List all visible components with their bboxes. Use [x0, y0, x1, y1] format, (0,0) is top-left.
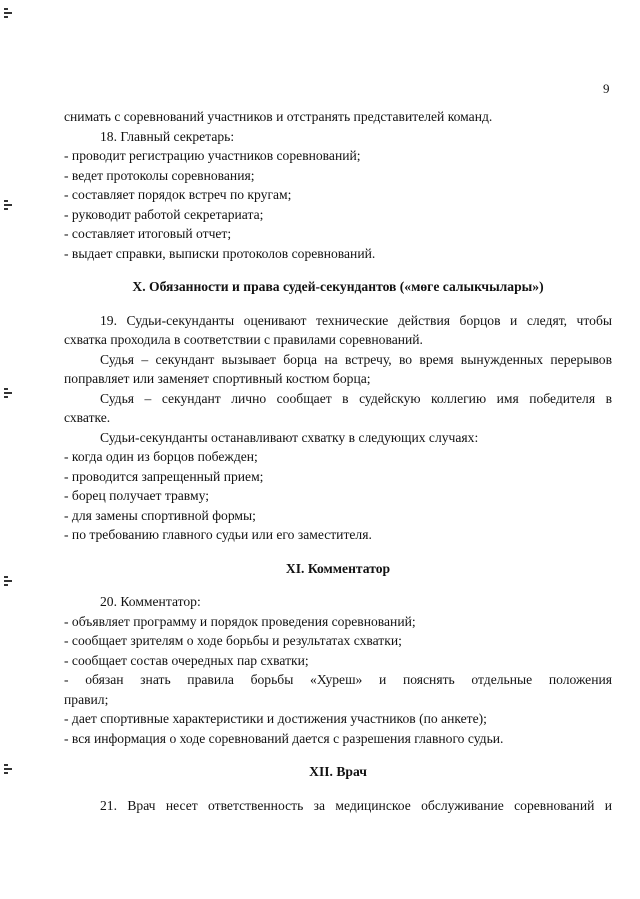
scan-mark — [4, 772, 8, 774]
document-body — [64, 107, 612, 815]
scan-mark — [4, 768, 12, 770]
section-18-list — [64, 146, 612, 263]
intro-line: снимать с соревнований участников и отстранять представителей команд. — [64, 109, 493, 124]
list-item: - выдает справки, выписки протоколов соревнований. — [64, 245, 376, 261]
scan-mark — [4, 204, 12, 206]
margin-marks-5 — [0, 762, 16, 776]
list-item: - проводится запрещенный прием; — [64, 468, 264, 484]
list-item: - сообщает зрителям о ходе борьбы и результатах схватки; — [64, 633, 402, 648]
list-item: - ведет протоколы соревнования; — [64, 167, 255, 183]
list-item: - проводит регистрацию участников соревнований; — [64, 148, 361, 163]
margin-marks-4 — [0, 574, 16, 588]
list-item: - дает спортивные характеристики и достижения участников (по анкете); — [64, 711, 487, 726]
list-item: - вся информация о ходе соревнований дается с разрешения главного судьи. — [64, 730, 504, 746]
paragraph-19c-line-2: схватке. — [64, 410, 111, 425]
paragraph-19c-line-1: Судья – секундант лично сообщает в судейскую коллегию имя победителя в — [100, 390, 612, 406]
section-19-list — [64, 447, 612, 545]
list-item-long-line-1: - обязан знать правила борьбы «Хуреш» и пояснять отдельные положения — [64, 672, 612, 687]
list-item: - сообщает состав очередных пар схватки; — [64, 652, 309, 668]
list-item: - объявляет программу и порядок проведения соревнований; — [64, 613, 416, 629]
list-item: - когда один из борцов побежден; — [64, 449, 258, 464]
scan-mark — [4, 764, 8, 766]
scan-mark — [4, 388, 8, 390]
section-18-title: 18. Главный секретарь: — [100, 128, 235, 144]
margin-marks-3 — [0, 386, 16, 400]
scan-mark — [4, 392, 12, 394]
scan-mark — [4, 584, 8, 586]
section-heading-x: X. Обязанности и права судей-секундантов («мөгe салыкчылары») — [132, 279, 544, 294]
list-item: - составляет итоговый отчет; — [64, 226, 232, 241]
scan-mark — [4, 576, 8, 578]
list-item: - борец получает травму; — [64, 488, 209, 503]
paragraph-19-line-2: схватка проходила в соответствии с правилами соревнований. — [64, 332, 423, 347]
scan-mark — [4, 200, 8, 202]
scan-mark — [4, 396, 8, 398]
list-item: - для замены спортивной формы; — [64, 507, 256, 523]
scan-mark — [4, 208, 8, 210]
paragraph-19d: Судьи-секунданты останавливают схватку в следующих случаях: — [100, 429, 479, 445]
margin-marks-1 — [0, 6, 16, 20]
scan-mark — [4, 16, 8, 18]
list-item: - руководит работой секретариата; — [64, 206, 264, 222]
scan-mark — [4, 12, 12, 14]
section-20-title: 20. Комментатор: — [100, 594, 201, 609]
section-heading-xii: XII. Врач — [309, 764, 367, 779]
paragraph-19b-line-1: Судья – секундант вызывает борца на встречу, во время вынужденных перерывов — [100, 351, 612, 367]
page-number: 9 — [603, 81, 610, 96]
margin-marks-2 — [0, 198, 16, 212]
list-item: - по требованию главного судьи или его заместителя. — [64, 527, 372, 542]
section-heading-xi: XI. Комментатор — [285, 560, 391, 576]
scan-mark — [4, 580, 12, 582]
paragraph-19b-line-2: поправляет или заменяет спортивный костюм борца; — [64, 371, 371, 386]
scan-mark — [4, 8, 8, 10]
section-20-list — [64, 612, 612, 749]
list-item-long-line-2: правил; — [64, 691, 109, 707]
paragraph-21-line-1: 21. Врач несет ответственность за медицинское обслуживание соревнований и — [100, 797, 612, 813]
paragraph-19-line-1: 19. Судьи-секунданты оценивают технические действия борцов и следят, чтобы — [100, 312, 612, 328]
list-item: - составляет порядок встреч по кругам; — [64, 187, 292, 202]
